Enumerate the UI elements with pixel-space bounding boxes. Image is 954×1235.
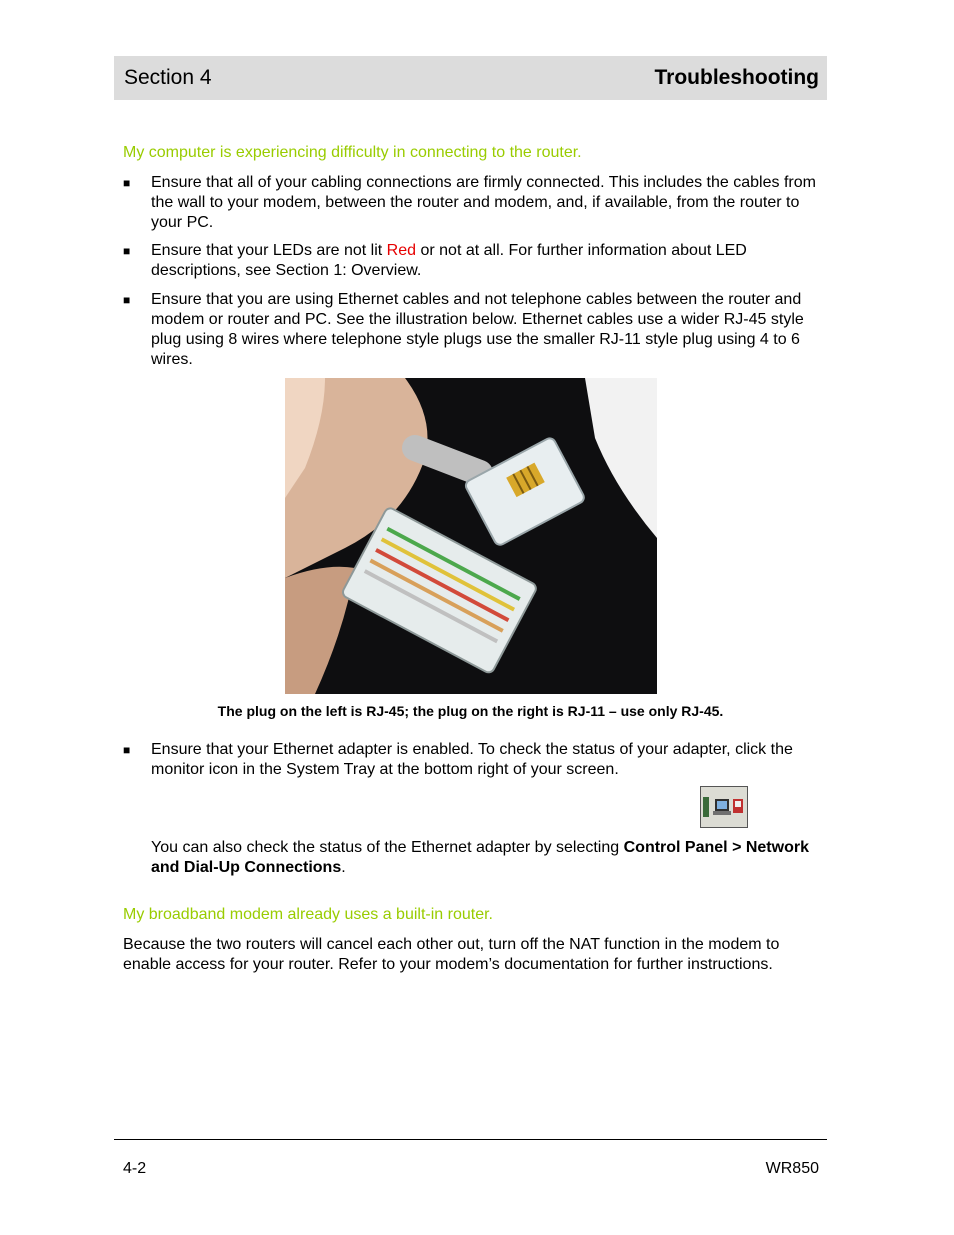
square-bullet-icon: ■ (123, 176, 131, 190)
list-item (123, 290, 823, 372)
figure-caption: The plug on the left is RJ-45; the plug on the right is RJ-11 – use only RJ-45. (217, 703, 724, 719)
list-item (123, 740, 823, 782)
question-heading-modem: My broadband modem already uses a built-in router. (123, 906, 493, 923)
list-item-text: Ensure that your LEDs are not lit Red or not at all. For further information about LED descriptions, see Section 1: Overview. (151, 242, 747, 279)
question-heading-connection: My computer is experiencing difficulty in connecting to the router. (123, 144, 582, 161)
list-item-text: Ensure that all of your cabling connections are firmly connected. This includes the cables from the wall to your modem, between the router and modem, and, if available, from the router to your PC. (151, 174, 816, 231)
rj45-rj11-plug-photo (285, 378, 657, 694)
control-panel-path: Control Panel > Network and Dial-Up Connections (151, 839, 809, 876)
body-paragraph: Because the two routers will cancel each other out, turn off the NAT function in the modem to enable access for your router. Refer to your modem’s documentation for further instructions. (123, 936, 780, 973)
footer-divider (114, 1139, 827, 1140)
list-item-text: Ensure that your Ethernet adapter is enabled. To check the status of your adapter, click the monitor icon in the System Tray at the bottom right of your screen. (151, 741, 793, 778)
page-number: 4-2 (123, 1160, 147, 1177)
page-header (114, 56, 827, 100)
network-monitor-tray-icon[interactable] (700, 786, 748, 828)
square-bullet-icon: ■ (123, 244, 131, 258)
model-name: WR850 (765, 1160, 819, 1177)
also-check-paragraph: You can also check the status of the Ethernet adapter by selecting Control Panel > Network and Dial-Up Connections. (151, 839, 809, 876)
square-bullet-icon: ■ (123, 293, 131, 307)
section-title: Troubleshooting (654, 66, 819, 89)
section-label: Section 4 (124, 66, 212, 89)
list-item (123, 241, 823, 283)
square-bullet-icon: ■ (123, 743, 131, 757)
list-item-text: Ensure that you are using Ethernet cables and not telephone cables between the router and modem or router and PC. See the illustration below. Ethernet cables use a wider RJ-45 style plug using 8 wires where telephone style plugs use the smaller RJ-11 style plug using 4 to 6 wires. (151, 291, 804, 368)
red-led-word: Red (386, 242, 417, 259)
list-item (123, 173, 823, 235)
